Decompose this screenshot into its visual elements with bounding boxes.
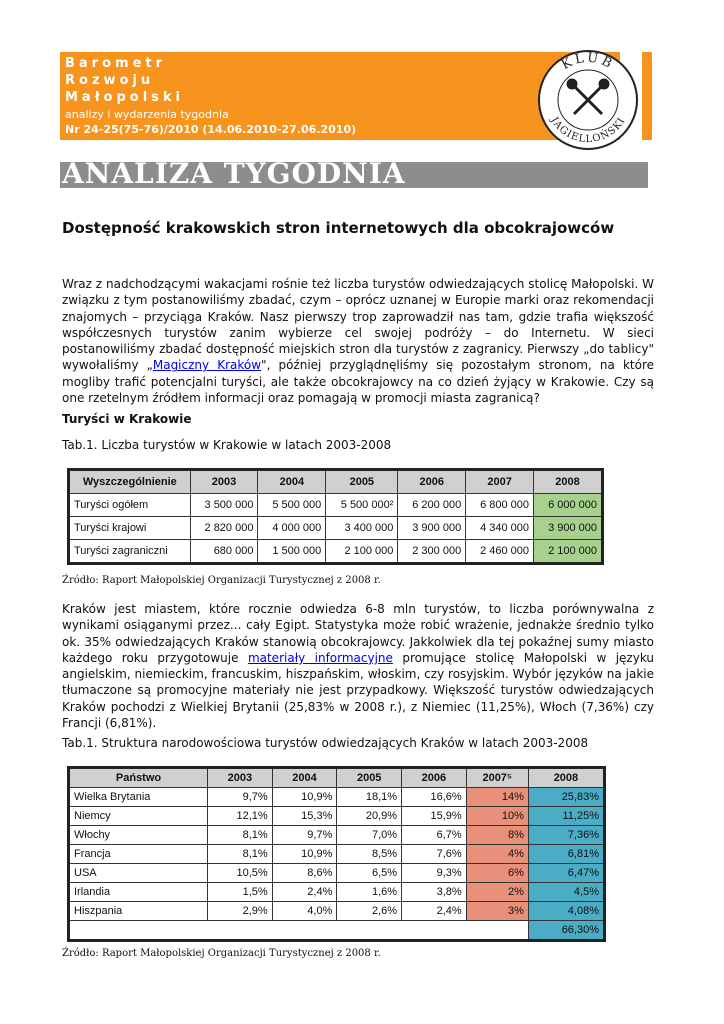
table-cell: Turyści ogółem <box>69 494 191 517</box>
table-cell: 15,3% <box>272 807 337 826</box>
table-header-cell: 2008 <box>528 768 604 788</box>
table-cell: 6% <box>466 864 528 883</box>
table-cell: 8,1% <box>208 826 273 845</box>
table-cell: 4 340 000 <box>466 517 534 540</box>
table-cell: 1,5% <box>208 883 273 902</box>
table-row <box>69 494 603 517</box>
table-cell: 14% <box>466 788 528 807</box>
table-cell: 3 900 000 <box>534 517 603 540</box>
table-cell: Hiszpania <box>69 902 208 921</box>
intro-text-1: Wraz z nadchodzącymi wakacjami rośnie też liczba turystów odwiedzających stolicę Małopolski. W związku z tym postanowiliśmy zbadać, czym – oprócz uznanej w Europie marki oraz rekomendacji znajomych – przyciąga Kraków. Nasz pierwszy trop zaprowadził nas tam, gdzie trafia większość współczesnych turystów zanim wybierze cel swojej podróży – do Internetu. W sieci postanowiliśmy zbadać dostępność miejskich stron dla turystów z zagranicy. Pierwszy „do tablicy" wywołaliśmy „ <box>62 277 654 373</box>
table-row <box>69 788 605 807</box>
article-title: Dostępność krakowskich stron internetowych dla obcokrajowców <box>62 219 615 237</box>
logo-bottom-text: JAGIELLOŃSKI <box>548 115 628 146</box>
table-header-cell: 2004 <box>258 470 326 494</box>
table-cell: 7,6% <box>402 845 467 864</box>
header-subtitle: analizy i wydarzenia tygodnia <box>65 108 229 121</box>
table-cell: 10% <box>466 807 528 826</box>
table-cell: Turyści zagraniczni <box>69 540 191 564</box>
table-header-cell: 2007⁵ <box>466 768 528 788</box>
table-cell: 5 500 000 <box>258 494 326 517</box>
table-row <box>69 883 605 902</box>
table-cell: 7,0% <box>337 826 402 845</box>
table-cell: 2,6% <box>337 902 402 921</box>
table-cell: 8,1% <box>208 845 273 864</box>
table-cell: 8% <box>466 826 528 845</box>
table-header-cell: Wyszczególnienie <box>69 470 191 494</box>
table-cell: Irlandia <box>69 883 208 902</box>
table-cell: 25,83% <box>528 788 604 807</box>
table-row <box>69 540 603 564</box>
table-header-cell: 2006 <box>398 470 466 494</box>
table-cell: Turyści krajowi <box>69 517 191 540</box>
informational-materials-link[interactable]: materiały informacyjne <box>247 650 393 665</box>
table-cell: Wielka Brytania <box>69 788 208 807</box>
intro-paragraph <box>62 276 654 406</box>
table-cell: 2,4% <box>272 883 337 902</box>
table-cell: 3% <box>466 902 528 921</box>
table-cell: 2,9% <box>208 902 273 921</box>
table-header-cell: 2003 <box>208 768 273 788</box>
table-cell: 6,7% <box>402 826 467 845</box>
magiczny-krakow-link[interactable]: Magiczny Kraków <box>152 358 262 373</box>
table-header-cell: 2005 <box>337 768 402 788</box>
table-cell: Niemcy <box>69 807 208 826</box>
table-cell: 7,36% <box>528 826 604 845</box>
table-header-cell: 2004 <box>272 768 337 788</box>
table-row <box>69 826 605 845</box>
table-cell: 4% <box>466 845 528 864</box>
table-cell: 3 900 000 <box>398 517 466 540</box>
table-cell: 10,9% <box>272 845 337 864</box>
table-cell: 15,9% <box>402 807 467 826</box>
table-cell: 2 300 000 <box>398 540 466 564</box>
table-cell: 18,1% <box>337 788 402 807</box>
table-row <box>69 807 605 826</box>
table-header-cell: 2005 <box>326 470 398 494</box>
klub-jagiellonski-logo <box>536 48 640 152</box>
empty-cell <box>69 921 529 941</box>
header-side-bar <box>642 52 652 140</box>
table-cell: 8,6% <box>272 864 337 883</box>
table-cell: 9,3% <box>402 864 467 883</box>
body-text-1: Kraków jest miastem, które rocznie odwiedza 6-8 mln turystów, to liczba porównywalna z wynikami osiąganymi przez... cały Egipt. Statystyka może robić wrażenie, jednakże średnio tylko ok. 35% odwiedzających Kraków stanowią obcokrajowcy. Jakkolwiek dla tej pokaźnej sumy miasto każdego roku przygotowuje <box>62 602 654 665</box>
section-banner: ANALIZA TYGODNIA <box>62 157 406 190</box>
issue-number: Nr 24-25(75-76)/2010 (14.06.2010-27.06.2010) <box>65 123 357 136</box>
nationality-structure-table <box>67 766 606 942</box>
table-cell: USA <box>69 864 208 883</box>
table-cell: 4 000 000 <box>258 517 326 540</box>
table-row <box>69 845 605 864</box>
table-cell: 9,7% <box>208 788 273 807</box>
table2-caption: Tab.1. Struktura narodowościowa turystów odwiedzających Kraków w latach 2003-2008 <box>62 736 589 750</box>
table-cell: 2% <box>466 883 528 902</box>
table-cell: 4,5% <box>528 883 604 902</box>
table-header-cell: 2007 <box>466 470 534 494</box>
table-cell: 20,9% <box>337 807 402 826</box>
table-cell: 3 500 000 <box>190 494 258 517</box>
table-cell: 1 500 000 <box>258 540 326 564</box>
table-header-cell: Państwo <box>69 768 208 788</box>
table-cell: 6 200 000 <box>398 494 466 517</box>
table-header-row <box>69 470 603 494</box>
table-cell: 680 000 <box>190 540 258 564</box>
table-header-row <box>69 768 605 788</box>
table-header-cell: 2008 <box>534 470 603 494</box>
table-cell: Włochy <box>69 826 208 845</box>
table-header-cell: 2003 <box>190 470 258 494</box>
table-cell: 6,81% <box>528 845 604 864</box>
total-cell: 66,30% <box>528 921 604 941</box>
table-cell: 16,6% <box>402 788 467 807</box>
intro-text-2: ", później przyglądnęliśmy się pozostałym stronom, na które mogliby trafić potencjalni turyści, ale także obcokrajowcy na co dzień żyjący w Krakowie. Czy są one rzetelnym źródłem informacji oraz pomagają w promocji miasta zagranicą? <box>62 358 654 406</box>
table-header-cell: 2006 <box>402 768 467 788</box>
section-heading: Turyści w Krakowie <box>62 412 192 426</box>
table-cell: 3,8% <box>402 883 467 902</box>
table-cell: 3 400 000 <box>326 517 398 540</box>
table-total-row <box>69 921 605 941</box>
table-cell: 4,0% <box>272 902 337 921</box>
table1-caption: Tab.1. Liczba turystów w Krakowie w latach 2003-2008 <box>62 438 392 452</box>
table-cell: 2 820 000 <box>190 517 258 540</box>
table-row <box>69 517 603 540</box>
table-cell: 1,6% <box>337 883 402 902</box>
table-row <box>69 902 605 921</box>
table-cell: 10,5% <box>208 864 273 883</box>
table-cell: 4,08% <box>528 902 604 921</box>
table-cell: 8,5% <box>337 845 402 864</box>
table-cell: 2 100 000 <box>326 540 398 564</box>
table-cell: 10,9% <box>272 788 337 807</box>
table-cell: 6,47% <box>528 864 604 883</box>
table-cell: 2 100 000 <box>534 540 603 564</box>
table-cell: 9,7% <box>272 826 337 845</box>
body-paragraph <box>62 601 654 731</box>
table2-source: Źródło: Raport Małopolskiej Organizacji Turystycznej z 2008 r. <box>62 948 381 959</box>
table-cell: 6,5% <box>337 864 402 883</box>
header-line-2: Rozwoju <box>65 73 155 88</box>
table-cell: 11,25% <box>528 807 604 826</box>
header-line-1: Barometr <box>65 56 167 71</box>
table-cell: 6 800 000 <box>466 494 534 517</box>
logo-top-text: KLUB <box>559 50 617 74</box>
body-text-2: promujące stolicę Małopolski w języku angielskim, niemieckim, francuskim, hiszpańskim, włoskim, czy rosyjskim. Wybór języków na jakie tłumaczone są promocyjne materiały nie jest przypadkowy. Większość turystów odwiedzających Kraków pochodzi z Wielkiej Brytanii (25,83% w 2008 r.), z Niemiec (11,25%), Włoch (7,36%) czy Francji (6,81%). <box>62 650 655 731</box>
table-cell: 2 460 000 <box>466 540 534 564</box>
table-cell: Francja <box>69 845 208 864</box>
table-cell: 6 000 000 <box>534 494 603 517</box>
table-cell: 5 500 000² <box>326 494 398 517</box>
table1-source: Źródło: Raport Małopolskiej Organizacji Turystycznej z 2008 r. <box>62 575 381 586</box>
table-cell: 2,4% <box>402 902 467 921</box>
tourists-count-table <box>67 468 604 565</box>
table-row <box>69 864 605 883</box>
table-cell: 12,1% <box>208 807 273 826</box>
header-line-3: Małopolski <box>65 90 184 105</box>
